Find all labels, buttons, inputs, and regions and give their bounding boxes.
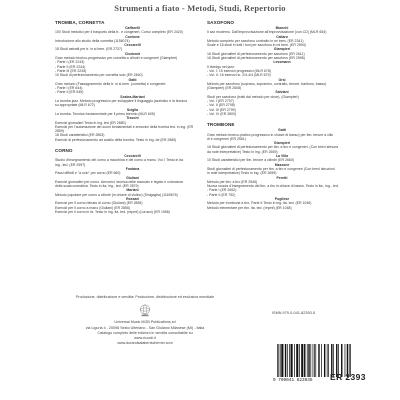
author-name: Giampieri — [273, 141, 291, 146]
barcode-bar — [280, 344, 281, 377]
barcode-bar — [321, 344, 322, 377]
catalog-entry: - Vol. III (ER 2799) — [207, 107, 236, 112]
page-title: Strumenti a fiato - Metodi, Studi, Repertorio — [114, 3, 286, 13]
author-name: Salviani — [275, 90, 289, 95]
author-name: Ceccarelli — [124, 43, 141, 48]
section-spacer — [55, 214, 210, 217]
section-spacer — [55, 142, 210, 145]
section-heading: TROMBONE — [207, 122, 235, 128]
catalog-entry: Esercizi per il corno in fa. Testo in ing. ita. ted. (repmf) (Lorucci) (ER 1968) — [55, 209, 170, 214]
catalog-entry: 10 Studi caratteristici per tbn. tenore a cilindri (ER 2660) — [207, 158, 294, 163]
catalog-entry: - Vol. I (ER 2797) — [207, 99, 234, 104]
catalog-entry: Scale e 18 studi in tutti i toni per saxofono in mi bem. (ER 2594) — [207, 43, 306, 48]
author-name: Rossari — [126, 196, 139, 201]
catalog-entry: Metodo per trombone a tiro. Parte II Testo in ing. ita. ted. (ER 1046) — [207, 201, 312, 206]
author-name: Scalea-Mariani — [120, 94, 145, 99]
barcode-bar — [281, 344, 283, 377]
publisher-footer — [50, 295, 240, 347]
catalog-entry: 10 Studi di perfezionamento per cornetta solo (ER 2460) — [55, 73, 143, 78]
catalog-entry: della scala cromatica. Testo in ita, ing., ted. (ER 2879) — [55, 184, 139, 189]
catalog-entry: 18 Studi astratti per tr. in si bem. (ER 2737) — [55, 47, 123, 52]
barcode-bar — [310, 344, 311, 377]
author-name: Bianchi — [275, 26, 289, 30]
catalog-entry: da note interpretative) Testo in ing. (ER 2659) — [207, 149, 278, 154]
catalog-entry: - Parte I (ER 2243) — [55, 60, 85, 65]
publisher-address: via Liguria 4 - 20098 Sesto Ulteriano - San Giuliano Milanese (MI) - Italia — [85, 325, 205, 330]
catalog-entry: - Vol. I: 15 esercizi progressivi (MLR 678) — [207, 68, 271, 73]
isbn-label: ISMN 979-0-041-82393-5 — [272, 311, 316, 315]
barcode-bar — [294, 344, 295, 377]
universal-music-logo-icon — [138, 304, 152, 317]
left-column — [55, 17, 210, 217]
barcode-bar — [301, 344, 303, 377]
section-heading: TROMBA, CORNETTA — [55, 20, 105, 25]
author-name: Sciglia — [126, 107, 139, 112]
barcode-bar — [299, 344, 300, 377]
catalog-entry: Metodo popolare per corno a cilindri (in chiave di violino) (Sinigaglia) (1169676) — [55, 192, 178, 197]
catalog-entry: Studio d'insegnamento del corno a macchina e del corno a mano. Vol. I Testo in ita — [55, 158, 184, 163]
barcode-bar — [315, 344, 316, 377]
author-name: Orsi — [278, 77, 286, 82]
catalog-entry: - Parte I (ER 2662) — [207, 188, 237, 193]
catalog-entry: La tromba. Tecnica fondamentale per il primo triennio (MLR 605) — [55, 111, 155, 116]
catalog-entry: Studi per saxofono (tratti dal metodo per oboe). (Giampieri) — [207, 94, 299, 99]
barcode-bar — [307, 344, 308, 377]
catalog-entry: Studi giornalieri di perfezionamento per tbn. a tiro e congeneri (Con brevi istruzioni — [207, 166, 335, 171]
barcode-bar — [289, 344, 290, 377]
author-name: Giuliani — [126, 175, 139, 180]
catalog-entry: La tromba jazz. Metodo progressivo per sviluppare il linguaggio jazzistico e la tecnica — [55, 99, 187, 104]
author-name: Clodomir — [124, 51, 141, 56]
author-name: Cordone — [125, 34, 140, 39]
catalog-entry: Metodo per tbn. a tiro (ER 2546) — [207, 179, 258, 184]
catalog-entry: Introduzione allo studio della cornetta (1156074) — [55, 38, 130, 43]
author-name: Tracchi — [126, 116, 139, 121]
author-name: Mazzone — [274, 162, 290, 167]
author-name: Fontana — [125, 166, 140, 171]
catalog-entry: Esercizi per il corno ritmato di corno (Giuliani) (ER 2855) — [55, 201, 143, 206]
barcode-bar — [314, 344, 315, 377]
barcode-bar — [318, 344, 319, 377]
author-name: La Villa — [275, 154, 289, 159]
author-name: Pugliese — [274, 196, 290, 201]
author-name: Caffarelli — [125, 26, 140, 30]
catalog-entry: di e congeneri (ER 2561) — [207, 136, 246, 141]
author-name: Lessmann — [273, 60, 291, 65]
catalog-entry: Esercizi giornalieri Testo in ing. ted (ER 2880) — [55, 120, 126, 125]
catalog-entry: 100 Studi melodici per il trasporto della tr.. e congeneri. Corso completo (ER 2420) — [55, 30, 183, 35]
catalog-entry: - Vol. II: 16 esercizi sr. 2/4-4/4 (MLR 679) — [207, 73, 271, 78]
author-name: Gatti — [278, 128, 286, 133]
author-name: Giampieri — [273, 47, 291, 52]
barcode-bar — [296, 344, 298, 377]
catalog-entry: Nuova scuola d'insegnamento del tbn. a tiro in chiave di basso. Testo in ita., ing., ted. — [207, 184, 339, 189]
barcode-bar — [328, 344, 329, 377]
catalog-entry: Passi difficili e "a solo" per corno (ER 660) — [55, 171, 121, 176]
website-link-durand[interactable]: www.durandsalabertschirmer.com — [117, 341, 173, 346]
catalog-entry: Gran metodo teorico-progressivo per cornetta a cilindri e congeneri (Giampieri) — [55, 56, 178, 61]
section-spacer — [207, 116, 357, 119]
section-heading: SAXOFONO — [207, 20, 235, 25]
catalog-entry: 16 Studi giornalieri di perfezionamento per tbn. a tiro e congeneri. (Con brevi stesura — [207, 145, 339, 150]
catalog-entry: Esercizi di perfezionamento ad ausilio della tromba. Testo in ing. de (ER 2865) — [55, 137, 177, 142]
catalog-entry: 16 Studi giornalieri di perfezionamento per saxofono (ER 2611) — [207, 51, 305, 56]
catalog-code: ER 2393 — [330, 372, 366, 382]
isbn-block — [272, 311, 352, 319]
barcode-bar — [304, 344, 305, 377]
catalog-entry: - Parte II (ER 2244) — [55, 64, 86, 69]
right-column — [207, 17, 357, 213]
website-link-ricordi[interactable]: www.ricordi.it — [134, 336, 156, 341]
barcode-bar — [324, 344, 325, 377]
catalog-entry: ing., ted. (ER 2597) — [55, 162, 86, 167]
publisher-name: Universal Music MGB Publications srl — [114, 320, 176, 325]
catalog-entry: su appropriate (MLR 672) — [55, 103, 95, 108]
barcode-bar — [277, 344, 278, 377]
catalog-entry: Esercizi giornalieri per corno. Armonici, tecnica delle staccato e legato e coloratura — [55, 179, 183, 184]
catalog-entry: 2859) — [55, 129, 64, 134]
author-name: Peretti — [276, 175, 288, 180]
catalog-entry: - Parte I (ER 644) — [55, 86, 83, 91]
catalog-entry: in note interpretative) Testo in ing. (ER 2659) — [207, 171, 277, 176]
catalog-entry: 18 Studi caratteristici (ER 2863) — [55, 133, 105, 138]
catalog-entry: Metodo elementare per tbn. ita. ted. (repmf) (ER 1048) — [207, 205, 292, 210]
catalog-entry: (Giampieri) (ER 2608) — [207, 86, 242, 91]
catalog-entry: Metodo per saxofono (soprano, sopranino, contralto, tenore, baritono, basso) — [207, 81, 327, 86]
barcode-bar — [313, 344, 314, 377]
catalog-entry: Gran metodo teorico-pratico progressivo in chiave di basso) per tbn. tenore a cilin — [207, 132, 334, 137]
catalog-entry: Il tivedgo nel jazz: — [207, 64, 235, 69]
publisher-catalog-note: Catalogo completo delle edizioni in vendita consultabile su — [97, 330, 193, 335]
section-heading: CORNO — [55, 148, 73, 154]
catalog-entry: - Parte II (ER 645) — [55, 90, 84, 95]
barcode-digits: 9 790041 823935 — [273, 378, 313, 383]
barcode-bar — [327, 344, 328, 377]
distribution-credit: Produzione, distribuzione e vendita: Produzione, distribuzione ed esclusiva mondiale — [75, 295, 215, 299]
section-spacer — [207, 210, 357, 213]
catalog-entry: - Parte III (ER 2245) — [55, 68, 87, 73]
catalog-entry: Esercizi per il corno a mano (Giuliani) (ER 2856) — [55, 205, 131, 210]
catalog-entry: Gran metodo (Fassagramento della tr. in si bem. (cornetta) e congeneri: — [55, 81, 167, 86]
catalog-entry: - Parte II (ER 752) — [207, 192, 236, 197]
barcode-bar — [291, 344, 293, 377]
catalog-entry: Esercizi per l'automazione dei suoni fondamentali e armonici della tromba ted. in ing. (ER — [55, 124, 194, 129]
barcode-bar — [278, 344, 279, 377]
barcode-bar — [308, 344, 309, 377]
catalog-entry: - Vol. II (ER 2798) — [207, 103, 235, 108]
catalog-entry: - Vol. IV (ER 2800) — [207, 111, 237, 116]
barcode-bar — [285, 344, 286, 377]
catalog-entry: Il sax moderno. Dall'improvvisazione all'improvvisazione (con CD) (MLR 654) — [207, 30, 327, 35]
barcode-bar — [287, 344, 288, 377]
author-name: Ceccarelli — [124, 154, 141, 159]
author-name: Mariani — [126, 188, 139, 193]
author-name: Gatti — [128, 77, 137, 82]
author-name: Caliaro — [276, 34, 288, 39]
catalog-entry: 16 Studi giornalieri di perfezionamento per saxofono (ER 2598) — [207, 56, 305, 61]
catalog-entry: Metodo completo per saxofono contralto in mi bem. (ER 2341) — [207, 38, 304, 43]
